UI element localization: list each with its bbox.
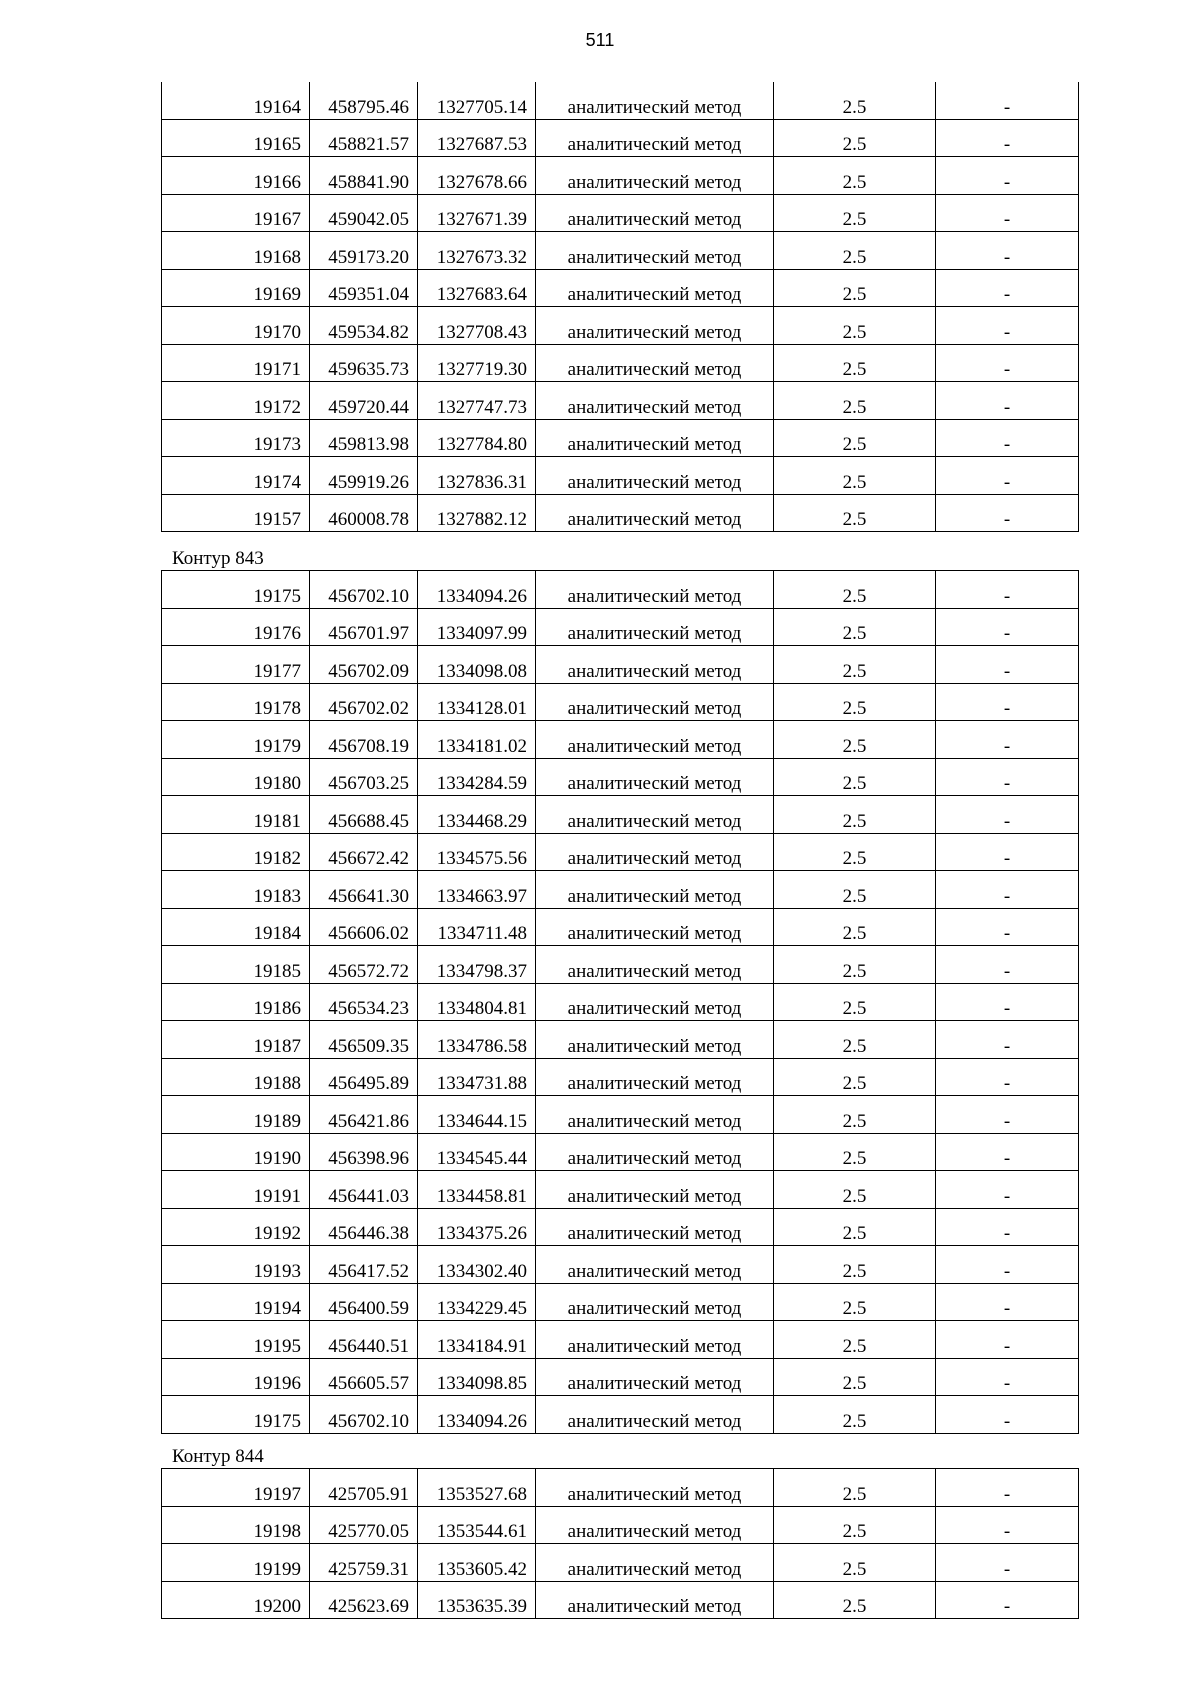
note-cell: - — [936, 983, 1079, 1021]
note-cell: - — [936, 494, 1079, 532]
point-number-cell: 19181 — [162, 796, 310, 834]
accuracy-cell: 2.5 — [774, 194, 936, 232]
coord-x-cell: 425759.31 — [310, 1544, 418, 1582]
method-cell: аналитический метод — [536, 307, 774, 345]
accuracy-cell: 2.5 — [774, 419, 936, 457]
point-number-cell: 19183 — [162, 871, 310, 909]
coordinates-table-block — [161, 82, 1078, 532]
coord-x-cell: 456702.02 — [310, 683, 418, 721]
note-cell: - — [936, 194, 1079, 232]
accuracy-cell: 2.5 — [774, 269, 936, 307]
method-cell: аналитический метод — [536, 1171, 774, 1209]
point-number-cell: 19193 — [162, 1246, 310, 1284]
accuracy-cell: 2.5 — [774, 1246, 936, 1284]
method-cell: аналитический метод — [536, 683, 774, 721]
coord-y-cell: 1334458.81 — [418, 1171, 536, 1209]
accuracy-cell: 2.5 — [774, 1133, 936, 1171]
coord-y-cell: 1334181.02 — [418, 721, 536, 759]
accuracy-cell: 2.5 — [774, 232, 936, 270]
table-row — [162, 382, 1079, 420]
coordinates-table — [161, 1468, 1079, 1619]
point-number-cell: 19180 — [162, 758, 310, 796]
accuracy-cell: 2.5 — [774, 1021, 936, 1059]
note-cell: - — [936, 1396, 1079, 1434]
table-row — [162, 1133, 1079, 1171]
table-row — [162, 232, 1079, 270]
coord-y-cell: 1353544.61 — [418, 1506, 536, 1544]
note-cell: - — [936, 1171, 1079, 1209]
table-row — [162, 646, 1079, 684]
coord-x-cell: 458795.46 — [310, 82, 418, 119]
table-row — [162, 157, 1079, 195]
method-cell: аналитический метод — [536, 646, 774, 684]
table-row — [162, 457, 1079, 495]
note-cell: - — [936, 1283, 1079, 1321]
accuracy-cell: 2.5 — [774, 119, 936, 157]
note-cell: - — [936, 871, 1079, 909]
coord-y-cell: 1334468.29 — [418, 796, 536, 834]
table-row — [162, 1058, 1079, 1096]
accuracy-cell: 2.5 — [774, 457, 936, 495]
table-row — [162, 494, 1079, 532]
point-number-cell: 19164 — [162, 82, 310, 119]
note-cell: - — [936, 1506, 1079, 1544]
method-cell: аналитический метод — [536, 1246, 774, 1284]
point-number-cell: 19165 — [162, 119, 310, 157]
accuracy-cell: 2.5 — [774, 494, 936, 532]
coord-y-cell: 1334731.88 — [418, 1058, 536, 1096]
point-number-cell: 19167 — [162, 194, 310, 232]
table-row — [162, 307, 1079, 345]
note-cell: - — [936, 232, 1079, 270]
method-cell: аналитический метод — [536, 1133, 774, 1171]
table-row — [162, 833, 1079, 871]
point-number-cell: 19179 — [162, 721, 310, 759]
accuracy-cell: 2.5 — [774, 1544, 936, 1582]
method-cell: аналитический метод — [536, 382, 774, 420]
coord-x-cell: 456534.23 — [310, 983, 418, 1021]
table-row — [162, 1246, 1079, 1284]
accuracy-cell: 2.5 — [774, 983, 936, 1021]
method-cell: аналитический метод — [536, 1506, 774, 1544]
coord-x-cell: 456701.97 — [310, 608, 418, 646]
table-row — [162, 983, 1079, 1021]
note-cell: - — [936, 908, 1079, 946]
coord-y-cell: 1334094.26 — [418, 571, 536, 609]
coord-x-cell: 456441.03 — [310, 1171, 418, 1209]
table-row — [162, 608, 1079, 646]
accuracy-cell: 2.5 — [774, 608, 936, 646]
coord-y-cell: 1327683.64 — [418, 269, 536, 307]
point-number-cell: 19174 — [162, 457, 310, 495]
point-number-cell: 19172 — [162, 382, 310, 420]
point-number-cell: 19198 — [162, 1506, 310, 1544]
coord-y-cell: 1334804.81 — [418, 983, 536, 1021]
note-cell: - — [936, 1133, 1079, 1171]
method-cell: аналитический метод — [536, 1358, 774, 1396]
point-number-cell: 19188 — [162, 1058, 310, 1096]
table-row — [162, 1171, 1079, 1209]
accuracy-cell: 2.5 — [774, 908, 936, 946]
method-cell: аналитический метод — [536, 232, 774, 270]
contour-label: Контур 844 — [172, 1446, 264, 1467]
note-cell: - — [936, 1469, 1079, 1507]
coord-y-cell: 1334229.45 — [418, 1283, 536, 1321]
accuracy-cell: 2.5 — [774, 344, 936, 382]
accuracy-cell: 2.5 — [774, 1321, 936, 1359]
coord-y-cell: 1353527.68 — [418, 1469, 536, 1507]
point-number-cell: 19184 — [162, 908, 310, 946]
coord-x-cell: 456672.42 — [310, 833, 418, 871]
method-cell: аналитический метод — [536, 871, 774, 909]
coord-y-cell: 1327678.66 — [418, 157, 536, 195]
point-number-cell: 19195 — [162, 1321, 310, 1359]
point-number-cell: 19168 — [162, 232, 310, 270]
accuracy-cell: 2.5 — [774, 683, 936, 721]
table-row — [162, 269, 1079, 307]
coord-x-cell: 458821.57 — [310, 119, 418, 157]
method-cell: аналитический метод — [536, 1058, 774, 1096]
table-row — [162, 1283, 1079, 1321]
coord-x-cell: 456606.02 — [310, 908, 418, 946]
accuracy-cell: 2.5 — [774, 157, 936, 195]
point-number-cell: 19187 — [162, 1021, 310, 1059]
point-number-cell: 19166 — [162, 157, 310, 195]
method-cell: аналитический метод — [536, 758, 774, 796]
accuracy-cell: 2.5 — [774, 82, 936, 119]
note-cell: - — [936, 946, 1079, 984]
point-number-cell: 19197 — [162, 1469, 310, 1507]
coord-x-cell: 456605.57 — [310, 1358, 418, 1396]
coord-y-cell: 1334786.58 — [418, 1021, 536, 1059]
accuracy-cell: 2.5 — [774, 1096, 936, 1134]
point-number-cell: 19189 — [162, 1096, 310, 1134]
method-cell: аналитический метод — [536, 608, 774, 646]
table-row — [162, 1544, 1079, 1582]
coord-y-cell: 1334663.97 — [418, 871, 536, 909]
coordinates-table — [161, 570, 1079, 1434]
coord-y-cell: 1327673.32 — [418, 232, 536, 270]
note-cell: - — [936, 1544, 1079, 1582]
coord-x-cell: 456708.19 — [310, 721, 418, 759]
note-cell: - — [936, 1208, 1079, 1246]
coord-x-cell: 425623.69 — [310, 1581, 418, 1619]
table-row — [162, 119, 1079, 157]
page-number: 511 — [585, 30, 615, 50]
method-cell: аналитический метод — [536, 1396, 774, 1434]
method-cell: аналитический метод — [536, 269, 774, 307]
coord-y-cell: 1353635.39 — [418, 1581, 536, 1619]
coord-x-cell: 456417.52 — [310, 1246, 418, 1284]
table-row — [162, 1506, 1079, 1544]
point-number-cell: 19177 — [162, 646, 310, 684]
coord-y-cell: 1334575.56 — [418, 833, 536, 871]
point-number-cell: 19185 — [162, 946, 310, 984]
method-cell: аналитический метод — [536, 1096, 774, 1134]
note-cell: - — [936, 833, 1079, 871]
note-cell: - — [936, 344, 1079, 382]
table-row — [162, 1021, 1079, 1059]
note-cell: - — [936, 758, 1079, 796]
method-cell: аналитический метод — [536, 1021, 774, 1059]
coord-x-cell: 456702.09 — [310, 646, 418, 684]
accuracy-cell: 2.5 — [774, 871, 936, 909]
note-cell: - — [936, 307, 1079, 345]
coord-y-cell: 1334711.48 — [418, 908, 536, 946]
coord-y-cell: 1334184.91 — [418, 1321, 536, 1359]
note-cell: - — [936, 1058, 1079, 1096]
accuracy-cell: 2.5 — [774, 307, 936, 345]
method-cell: аналитический метод — [536, 194, 774, 232]
note-cell: - — [936, 119, 1079, 157]
method-cell: аналитический метод — [536, 571, 774, 609]
coord-y-cell: 1334375.26 — [418, 1208, 536, 1246]
coord-x-cell: 456641.30 — [310, 871, 418, 909]
coord-y-cell: 1327687.53 — [418, 119, 536, 157]
note-cell: - — [936, 1096, 1079, 1134]
coord-y-cell: 1334128.01 — [418, 683, 536, 721]
point-number-cell: 19170 — [162, 307, 310, 345]
method-cell: аналитический метод — [536, 1283, 774, 1321]
method-cell: аналитический метод — [536, 1544, 774, 1582]
coord-y-cell: 1334798.37 — [418, 946, 536, 984]
note-cell: - — [936, 457, 1079, 495]
table-row — [162, 1396, 1079, 1434]
coord-y-cell: 1334302.40 — [418, 1246, 536, 1284]
coord-y-cell: 1327784.80 — [418, 419, 536, 457]
table-row — [162, 1208, 1079, 1246]
point-number-cell: 19169 — [162, 269, 310, 307]
coord-x-cell: 458841.90 — [310, 157, 418, 195]
coord-x-cell: 459635.73 — [310, 344, 418, 382]
point-number-cell: 19196 — [162, 1358, 310, 1396]
coord-y-cell: 1334098.08 — [418, 646, 536, 684]
table-row — [162, 683, 1079, 721]
coord-x-cell: 456495.89 — [310, 1058, 418, 1096]
method-cell: аналитический метод — [536, 908, 774, 946]
point-number-cell: 19175 — [162, 571, 310, 609]
coord-x-cell: 456509.35 — [310, 1021, 418, 1059]
method-cell: аналитический метод — [536, 721, 774, 759]
accuracy-cell: 2.5 — [774, 721, 936, 759]
coord-x-cell: 459534.82 — [310, 307, 418, 345]
coordinates-table-block — [161, 570, 1078, 1434]
accuracy-cell: 2.5 — [774, 1208, 936, 1246]
note-cell: - — [936, 1581, 1079, 1619]
note-cell: - — [936, 796, 1079, 834]
coord-y-cell: 1327747.73 — [418, 382, 536, 420]
method-cell: аналитический метод — [536, 157, 774, 195]
coord-y-cell: 1327705.14 — [418, 82, 536, 119]
coord-y-cell: 1334545.44 — [418, 1133, 536, 1171]
table-row — [162, 1469, 1079, 1507]
note-cell: - — [936, 683, 1079, 721]
coord-x-cell: 456702.10 — [310, 571, 418, 609]
accuracy-cell: 2.5 — [774, 1396, 936, 1434]
coord-y-cell: 1334284.59 — [418, 758, 536, 796]
coord-x-cell: 456400.59 — [310, 1283, 418, 1321]
method-cell: аналитический метод — [536, 1321, 774, 1359]
point-number-cell: 19157 — [162, 494, 310, 532]
coord-y-cell: 1327671.39 — [418, 194, 536, 232]
method-cell: аналитический метод — [536, 494, 774, 532]
coordinates-table — [161, 82, 1079, 532]
note-cell: - — [936, 82, 1079, 119]
method-cell: аналитический метод — [536, 457, 774, 495]
accuracy-cell: 2.5 — [774, 946, 936, 984]
coord-x-cell: 459720.44 — [310, 382, 418, 420]
accuracy-cell: 2.5 — [774, 571, 936, 609]
table-row — [162, 571, 1079, 609]
accuracy-cell: 2.5 — [774, 1358, 936, 1396]
table-row — [162, 871, 1079, 909]
method-cell: аналитический метод — [536, 796, 774, 834]
coord-x-cell: 425705.91 — [310, 1469, 418, 1507]
point-number-cell: 19182 — [162, 833, 310, 871]
point-number-cell: 19190 — [162, 1133, 310, 1171]
accuracy-cell: 2.5 — [774, 1283, 936, 1321]
coord-x-cell: 459813.98 — [310, 419, 418, 457]
point-number-cell: 19199 — [162, 1544, 310, 1582]
coord-x-cell: 456703.25 — [310, 758, 418, 796]
accuracy-cell: 2.5 — [774, 1506, 936, 1544]
coord-x-cell: 459919.26 — [310, 457, 418, 495]
point-number-cell: 19200 — [162, 1581, 310, 1619]
coord-y-cell: 1327708.43 — [418, 307, 536, 345]
coord-x-cell: 460008.78 — [310, 494, 418, 532]
point-number-cell: 19171 — [162, 344, 310, 382]
note-cell: - — [936, 721, 1079, 759]
accuracy-cell: 2.5 — [774, 1171, 936, 1209]
coord-y-cell: 1334094.26 — [418, 1396, 536, 1434]
table-row — [162, 419, 1079, 457]
table-row — [162, 908, 1079, 946]
coord-x-cell: 425770.05 — [310, 1506, 418, 1544]
coordinates-table-block — [161, 1468, 1078, 1619]
accuracy-cell: 2.5 — [774, 833, 936, 871]
table-row — [162, 758, 1079, 796]
method-cell: аналитический метод — [536, 946, 774, 984]
point-number-cell: 19178 — [162, 683, 310, 721]
point-number-cell: 19173 — [162, 419, 310, 457]
accuracy-cell: 2.5 — [774, 758, 936, 796]
note-cell: - — [936, 382, 1079, 420]
coord-y-cell: 1327719.30 — [418, 344, 536, 382]
accuracy-cell: 2.5 — [774, 1058, 936, 1096]
table-row — [162, 1321, 1079, 1359]
table-row — [162, 82, 1079, 119]
point-number-cell: 19175 — [162, 1396, 310, 1434]
contour-label: Контур 843 — [172, 548, 264, 569]
table-row — [162, 1096, 1079, 1134]
coord-x-cell: 456398.96 — [310, 1133, 418, 1171]
method-cell: аналитический метод — [536, 419, 774, 457]
coord-x-cell: 459351.04 — [310, 269, 418, 307]
point-number-cell: 19186 — [162, 983, 310, 1021]
accuracy-cell: 2.5 — [774, 382, 936, 420]
method-cell: аналитический метод — [536, 344, 774, 382]
coord-y-cell: 1334098.85 — [418, 1358, 536, 1396]
table-row — [162, 1358, 1079, 1396]
accuracy-cell: 2.5 — [774, 1469, 936, 1507]
accuracy-cell: 2.5 — [774, 796, 936, 834]
accuracy-cell: 2.5 — [774, 1581, 936, 1619]
coord-y-cell: 1327836.31 — [418, 457, 536, 495]
method-cell: аналитический метод — [536, 1208, 774, 1246]
point-number-cell: 19191 — [162, 1171, 310, 1209]
point-number-cell: 19194 — [162, 1283, 310, 1321]
note-cell: - — [936, 269, 1079, 307]
table-row — [162, 946, 1079, 984]
coord-y-cell: 1327882.12 — [418, 494, 536, 532]
note-cell: - — [936, 1321, 1079, 1359]
note-cell: - — [936, 419, 1079, 457]
note-cell: - — [936, 1246, 1079, 1284]
coord-y-cell: 1334097.99 — [418, 608, 536, 646]
coord-y-cell: 1334644.15 — [418, 1096, 536, 1134]
method-cell: аналитический метод — [536, 82, 774, 119]
note-cell: - — [936, 646, 1079, 684]
point-number-cell: 19192 — [162, 1208, 310, 1246]
coord-x-cell: 456440.51 — [310, 1321, 418, 1359]
coord-x-cell: 456421.86 — [310, 1096, 418, 1134]
note-cell: - — [936, 1358, 1079, 1396]
coord-x-cell: 459173.20 — [310, 232, 418, 270]
table-row — [162, 344, 1079, 382]
note-cell: - — [936, 571, 1079, 609]
method-cell: аналитический метод — [536, 1581, 774, 1619]
note-cell: - — [936, 608, 1079, 646]
method-cell: аналитический метод — [536, 833, 774, 871]
note-cell: - — [936, 157, 1079, 195]
table-row — [162, 721, 1079, 759]
coord-x-cell: 459042.05 — [310, 194, 418, 232]
method-cell: аналитический метод — [536, 1469, 774, 1507]
table-row — [162, 796, 1079, 834]
accuracy-cell: 2.5 — [774, 646, 936, 684]
point-number-cell: 19176 — [162, 608, 310, 646]
coord-y-cell: 1353605.42 — [418, 1544, 536, 1582]
method-cell: аналитический метод — [536, 119, 774, 157]
coord-x-cell: 456688.45 — [310, 796, 418, 834]
table-row — [162, 194, 1079, 232]
table-row — [162, 1581, 1079, 1619]
method-cell: аналитический метод — [536, 983, 774, 1021]
coord-x-cell: 456702.10 — [310, 1396, 418, 1434]
coord-x-cell: 456572.72 — [310, 946, 418, 984]
note-cell: - — [936, 1021, 1079, 1059]
coord-x-cell: 456446.38 — [310, 1208, 418, 1246]
